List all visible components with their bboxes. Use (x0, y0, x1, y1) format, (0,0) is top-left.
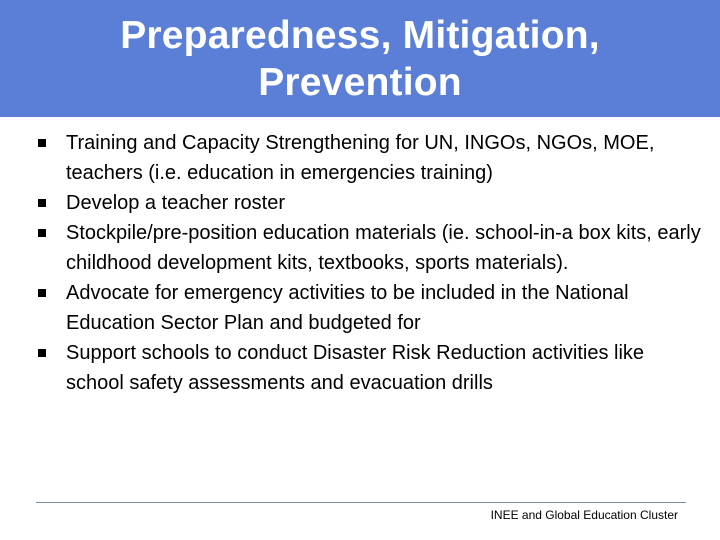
bullet-text: Support schools to conduct Disaster Risk Reduction activities like school safety assessments and evacuation drills (66, 342, 645, 394)
square-bullet-icon (38, 289, 46, 297)
bullet-item-stockpile (36, 218, 706, 278)
square-bullet-icon (38, 349, 46, 357)
bullet-item-disaster-risk (36, 338, 706, 398)
title-line-1: Preparedness, Mitigation, (120, 13, 600, 57)
square-bullet-icon (38, 229, 46, 237)
square-bullet-icon (38, 199, 46, 207)
bullet-item-teacher-roster (36, 188, 706, 218)
bullet-item-advocate (36, 278, 706, 338)
title-line-2: Prevention (258, 60, 462, 104)
title-banner (0, 0, 720, 117)
bullet-text: Advocate for emergency activities to be included in the National Education Sector Plan and budgeted for (66, 282, 629, 334)
bullet-text: Stockpile/pre-position education materials (ie. school-in-a box kits, early childhood development kits, textbooks, sports materials). (66, 222, 701, 274)
slide-title (60, 12, 660, 106)
footer-credit: INEE and Global Education Cluster (490, 508, 678, 522)
bullet-text: Develop a teacher roster (66, 192, 286, 214)
footer-divider (36, 502, 686, 503)
square-bullet-icon (38, 139, 46, 147)
bullet-text: Training and Capacity Strengthening for UN, INGOs, NGOs, MOE, teachers (i.e. education in emergencies training) (66, 132, 655, 184)
bullet-list (36, 128, 706, 398)
bullet-item-training (36, 128, 706, 188)
